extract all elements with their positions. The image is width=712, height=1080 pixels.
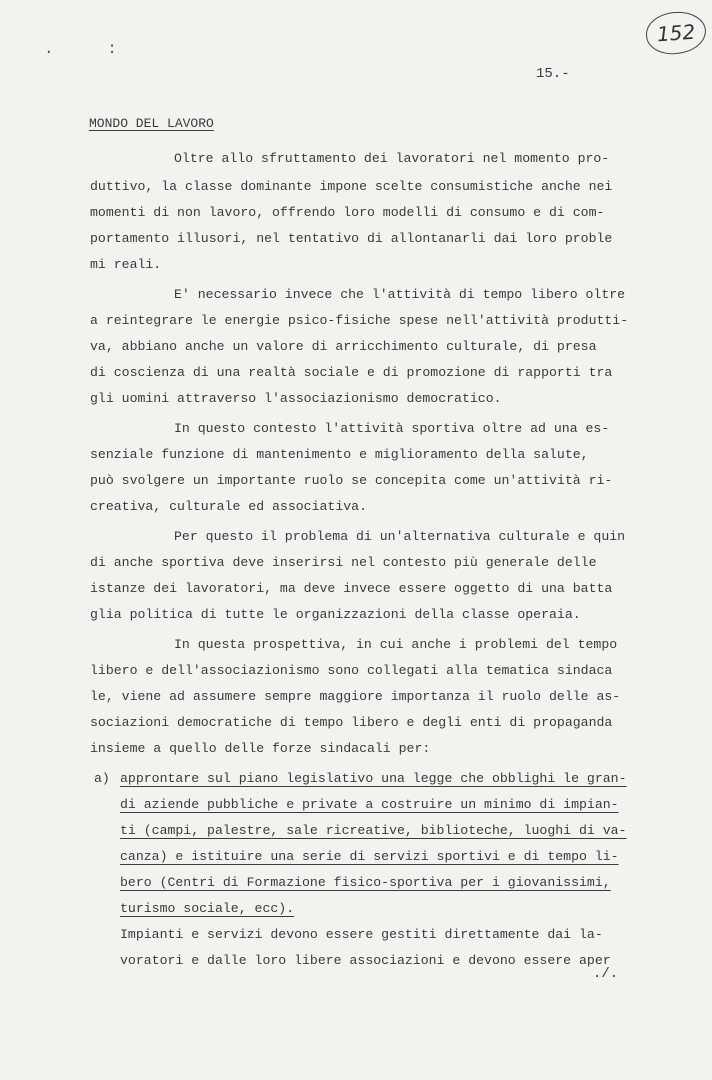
text-line: senziale funzione di mantenimento e miglioramento della salute, [90, 447, 589, 462]
margin-marks: . : [44, 40, 139, 58]
text-line: a reintegrare le energie psico-fisiche spese nell'attività produtti- [90, 313, 629, 328]
text-line: voratori e dalle loro libere associazioni e devono essere aper [120, 953, 611, 968]
text-line: E' necessario invece che l'attività di tempo libero oltre [174, 287, 626, 302]
page-number: 15.- [536, 66, 570, 82]
text-line: può svolgere un importante ruolo se concepita come un'attività ri- [90, 473, 613, 488]
text-line: di coscienza di una realtà sociale e di promozione di rapporti tra [90, 365, 613, 380]
text-line: momenti di non lavoro, offrendo loro modelli di consumo e di com- [90, 205, 605, 220]
page-number-stamp: 152 [645, 10, 708, 56]
text-line: mi reali. [90, 257, 162, 272]
underlined-text-line: approntare sul piano legislativo una legge che obblighi le gran- [120, 771, 627, 786]
text-line: di anche sportiva deve inserirsi nel contesto più generale delle [90, 555, 597, 570]
underlined-text-line: canza) e istituire una serie di servizi sportivi e di tempo li- [120, 849, 619, 864]
text-line: In questo contesto l'attività sportiva oltre ad una es- [174, 421, 610, 436]
continuation-mark: ./. [593, 966, 619, 982]
section-heading: MONDO DEL LAVORO [89, 116, 214, 131]
text-line: duttivo, la classe dominante impone scelte consumistiche anche nei [90, 179, 613, 194]
text-line: sociazioni democratiche di tempo libero e degli enti di propaganda [90, 715, 613, 730]
text-line: istanze dei lavoratori, ma deve invece essere oggetto di una batta [90, 581, 613, 596]
underlined-text-line: di aziende pubbliche e private a costruire un minimo di impian- [120, 797, 619, 812]
underlined-text-line: turismo sociale, ecc). [120, 901, 295, 916]
underlined-text-line: bero (Centri di Formazione fisico-sportiva per i giovanissimi, [120, 875, 611, 890]
text-line: gli uomini attraverso l'associazionismo democratico. [90, 391, 502, 406]
underlined-text-line: ti (campi, palestre, sale ricreative, biblioteche, luoghi di va- [120, 823, 627, 838]
text-line: va, abbiano anche un valore di arricchimento culturale, di presa [90, 339, 597, 354]
text-line: insieme a quello delle forze sindacali per: [90, 741, 431, 756]
text-line: le, viene ad assumere sempre maggiore importanza il ruolo delle as- [90, 689, 621, 704]
text-line: creativa, culturale ed associativa. [90, 499, 367, 514]
text-line: portamento illusori, nel tentativo di allontanarli dai loro proble [90, 231, 613, 246]
text-line: Impianti e servizi devono essere gestiti direttamente dai la- [120, 927, 603, 942]
text-line: Per questo il problema di un'alternativa culturale e quin [174, 529, 626, 544]
list-marker: a) [94, 771, 110, 786]
text-line: In questa prospettiva, in cui anche i problemi del tempo [174, 637, 618, 652]
text-line: Oltre allo sfruttamento dei lavoratori nel momento pro- [174, 151, 610, 166]
text-line: glia politica di tutte le organizzazioni della classe operaia. [90, 607, 581, 622]
text-line: libero e dell'associazionismo sono collegati alla tematica sindaca [90, 663, 613, 678]
